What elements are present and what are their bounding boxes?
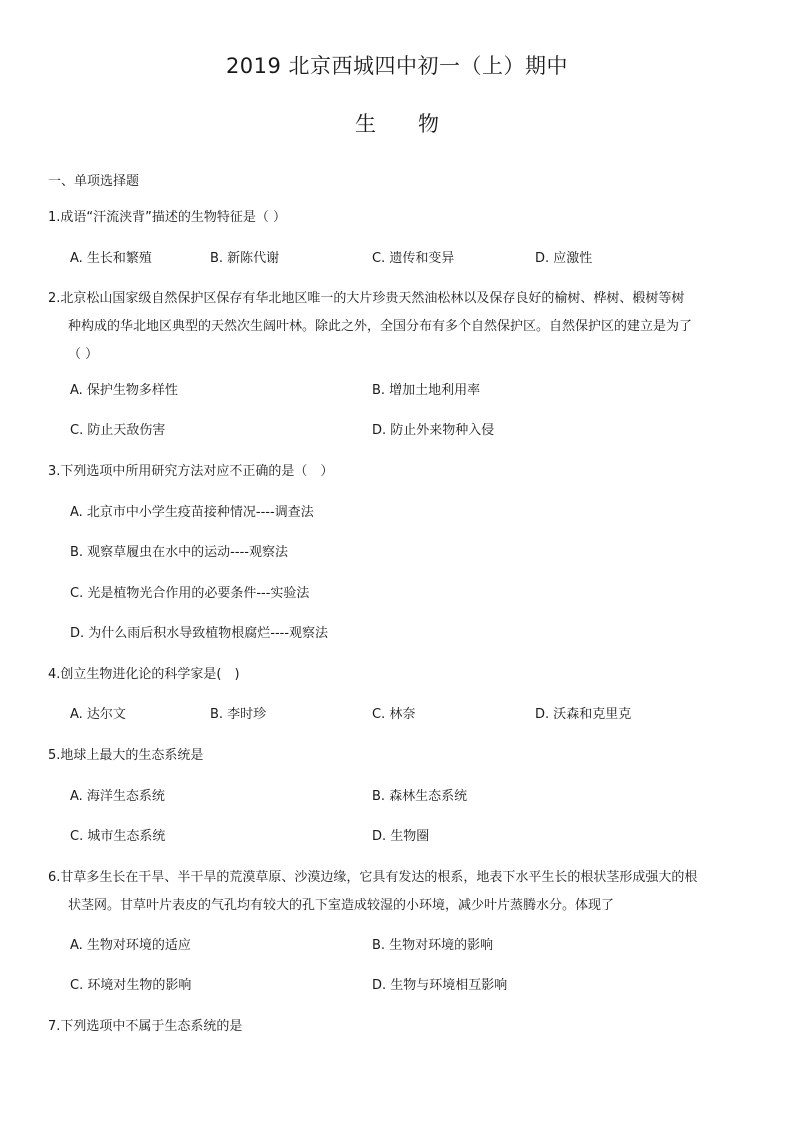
- question-2-line-1: 2.北京松山国家级自然保护区保存有华北地区唯一的大片珍贵天然油松林以及保存良好的榆树、桦树、椴树等树: [48, 291, 685, 306]
- exam-title: 2019 北京西城四中初一（上）期中: [225, 54, 569, 78]
- question-7-stem: 7.下列选项中不属于生态系统的是: [48, 1019, 243, 1034]
- question-5-option-a: A. 海洋生态系统: [70, 789, 165, 804]
- question-4-option-c: C. 林奈: [372, 707, 416, 722]
- question-6-option-a: A. 生物对环境的适应: [70, 938, 191, 953]
- question-2-option-a: A. 保护生物多样性: [70, 383, 178, 398]
- question-4-option-a: A. 达尔文: [70, 707, 126, 722]
- question-3-stem: 3.下列选项中所用研究方法对应不正确的是（ ）: [48, 464, 334, 479]
- question-6-stem: [48, 864, 748, 920]
- question-2-line-2: 种构成的华北地区典型的天然次生阔叶林。除此之外，全国分布有多个自然保护区。自然保护区的建立是为了: [68, 319, 693, 334]
- question-3-option-c: C. 光是植物光合作用的必要条件---实验法: [70, 586, 310, 601]
- question-6-line-2: 状茎网。甘草叶片表皮的气孔均有较大的孔下室造成较湿的小环境，减少叶片蒸腾水分。体现了: [68, 898, 615, 913]
- question-1-option-d: D. 应激性: [535, 251, 593, 266]
- question-2-option-c: C. 防止天敌伤害: [70, 423, 166, 438]
- question-3-option-d: D. 为什么雨后积水导致植物根腐烂----观察法: [70, 626, 329, 641]
- question-2-line-3: （ ）: [68, 347, 99, 362]
- question-1-option-b: B. 新陈代谢: [210, 251, 280, 266]
- question-4-option-b: B. 李时珍: [210, 707, 267, 722]
- question-4-stem: 4.创立生物进化论的科学家是( ): [48, 667, 240, 682]
- question-4-option-d: D. 沃森和克里克: [535, 707, 632, 722]
- question-6-option-c: C. 环境对生物的影响: [70, 978, 192, 993]
- question-6-option-d: D. 生物与环境相互影响: [372, 978, 508, 993]
- question-3-option-a: A. 北京市中小学生疫苗接种情况----调查法: [70, 505, 314, 520]
- question-6-line-1: 6.甘草多生长在干旱、半干旱的荒漠草原、沙漠边缘，它具有发达的根系，地表下水平生长的根状茎形成强大的根: [48, 870, 698, 885]
- subject-title: 生 物: [355, 112, 439, 136]
- question-5-option-c: C. 城市生态系统: [70, 829, 166, 844]
- question-1-option-a: A. 生长和繁殖: [70, 251, 152, 266]
- question-5-option-b: B. 森林生态系统: [372, 789, 468, 804]
- question-1-stem: 1.成语“汗流浃背”描述的生物特征是（ ）: [48, 210, 287, 225]
- question-1-option-c: C. 遗传和变异: [372, 251, 455, 266]
- question-2-stem: [48, 285, 748, 369]
- question-3-option-b: B. 观察草履虫在水中的运动----观察法: [70, 545, 288, 560]
- question-2-option-b: B. 增加土地利用率: [372, 383, 481, 398]
- question-5-option-d: D. 生物圈: [372, 829, 430, 844]
- question-5-stem: 5.地球上最大的生态系统是: [48, 748, 204, 763]
- question-2-option-d: D. 防止外来物种入侵: [372, 423, 495, 438]
- section-heading: 一、单项选择题: [48, 174, 140, 189]
- question-6-option-b: B. 生物对环境的影响: [372, 938, 494, 953]
